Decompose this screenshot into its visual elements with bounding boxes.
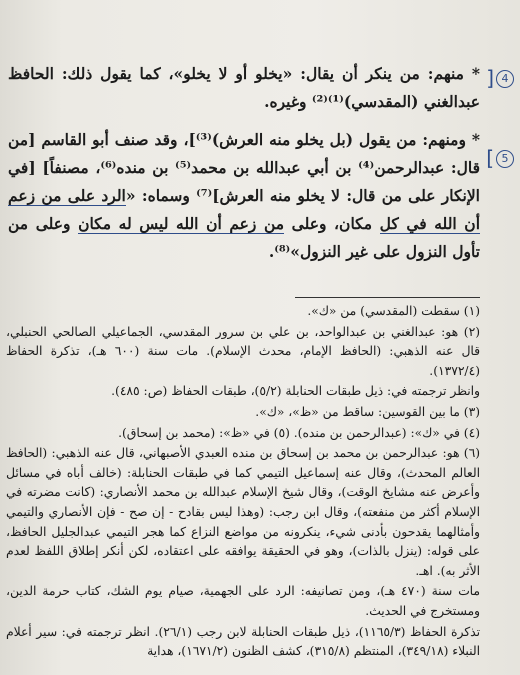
margin-circle-mark-4: 4 xyxy=(496,70,514,88)
margin-bracket-mark: [ xyxy=(486,146,494,170)
footnotes xyxy=(6,302,480,663)
footnote: مات سنة (٤٧٠ هـ)، ومن تصانيفه: الرد على الجهمية، صيام يوم الشك، كتاب حرمة الدين، ومستخرج في الحديث. xyxy=(6,584,480,618)
footnote: (٤) في «ك»: (عبدالرحمن بن منده). (٥) في «ظ»: (محمد بن إسحاق). xyxy=(118,425,480,440)
main-text xyxy=(8,60,480,276)
paragraph-2-part-a: * ومنهم: من يقول (بل يخلو منه العرش)⁽³⁾]، وقد صنف أبو القاسم [من قال: عبدالرحمن⁽⁴⁾ بن أبي عبدالله بن محمد⁽⁵⁾ بن منده⁽⁶⁾، مصنفاً] [في الإنكار على من قال: لا يخلو منه العرش]⁽⁷⁾ وسماه: « xyxy=(8,130,480,205)
underlined-phrase-2: من زعم أن الله ليس له مكان xyxy=(78,214,285,233)
footnote: (١) سقطت (المقدسي) من «ك». xyxy=(307,304,480,318)
footnote: (٢) هو: عبدالغني بن عبدالواحد، بن علي بن سرور المقدسي، الجماعيلي الصالحي الحنبلي، قال عنه الذهبي: (الحافظ الإمام، محدث الإسلام). مات سنة (٦٠٠ هـ)، تذكرة الحفاظ (١٣٧٢/٤). xyxy=(6,324,480,378)
underlined-phrase-1: الرد على من زعم أن الله في كل xyxy=(8,186,480,233)
margin-circle-mark-5: 5 xyxy=(496,150,514,168)
paragraph-1: * منهم: من ينكر أن يقال: «يخلو أو لا يخلو»، كما يقول ذلك: الحافظ عبدالغني (المقدسي)⁽¹⁾⁽²⁾ وغيره. xyxy=(8,64,480,111)
footnote: (٦) هو: عبدالرحمن بن محمد بن إسحاق بن منده العبدي الأصبهاني، قال عنه الذهبي: (الحافظ العالم المحدث)، وقال عنه إسماعيل التيمي كما في طبقات الحنابلة: (خالف أباه في مسائل وأعرض عنه مشايخ الوقت)، وقال شيخ الإسلام عبدالله بن محمد الأنصاري: (كانت مضرته في الإسلام أكثر من منفعته)، وقال ابن رجب: (وهذا ليس بقادح - إن صح - فإن الأنصاري والتيمي وأمثالهما يقدحون بأدنى شيء، ينكرونه من مواضع النزاع كما هجر التيمي عبدالجليل الحافظ، على قوله: (ينزل بالذات)، وهو في الحقيقة يوافقه على اعتقاده، لكن أنكر إطلاق اللفظ لعدم الأثر به). اهـ. xyxy=(6,446,480,578)
footnote: تذكرة الحفاظ (١١٦٥/٣)، ذيل طبقات الحنابلة لابن رجب (٢٦/١). انظر ترجمته في: سير أعلام النبلاء (٣٤٩/١٨)، المنتظم (٣١٥/٨)، كشف الظنون (١٦٧١/٢)، هداية xyxy=(6,624,481,659)
margin-bracket-mark: ] xyxy=(486,66,494,90)
paragraph-2 xyxy=(8,126,480,266)
paragraph-2-part-c: وعلى من تأول النزول على غير النزول»⁽⁸⁾. xyxy=(8,214,480,261)
paragraph-2-part-b: مكان، وعلى xyxy=(284,214,380,233)
footnote-separator xyxy=(295,297,480,298)
footnote: (٣) ما بين القوسين: ساقط من «ظ»، «ك». xyxy=(255,404,480,419)
footnote: وانظر ترجمته في: ذيل طبقات الحنابلة (٥/٢)، طبقات الحفاظ (ص: ٤٨٥). xyxy=(111,384,480,399)
